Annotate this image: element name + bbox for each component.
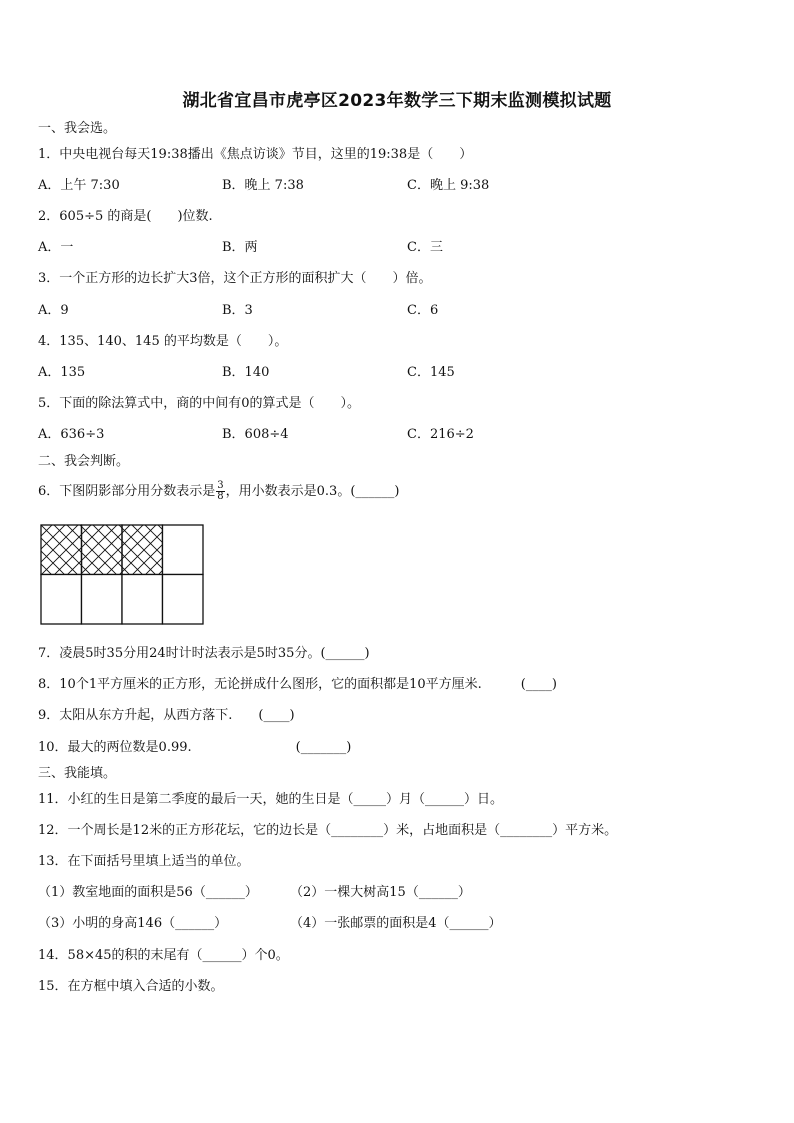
grid-cell-shaded [41,525,82,575]
question-10-text: 10．最大的两位数是0.99. (_______) [38,740,352,755]
grid-cell [163,575,204,625]
question-4-option-b: B．140 [222,365,270,380]
question-1-option-a: A．上午 7:30 [38,178,120,193]
grid-cell [82,575,123,625]
question-1-text: 1．中央电视台每天19:38播出《焦点访谈》节目，这里的19:38是（ ） [38,147,473,162]
question-2-option-a: A．一 [38,240,74,255]
question-13-part-1: （1）教室地面的面积是56（______） [38,885,258,900]
question-4-text: 4．135、140、145 的平均数是（ ）。 [38,334,288,349]
question-5-text: 5．下面的除法算式中，商的中间有0的算式是（ ）。 [38,396,361,411]
question-3-option-b: B．3 [222,303,253,318]
question-3-option-a: A．9 [38,303,69,318]
question-1-option-b: B．晚上 7:38 [222,178,304,193]
fraction [216,481,224,502]
question-5-option-a: A．636÷3 [38,427,105,442]
grid-cell [163,525,204,575]
grid-cell-shaded [122,525,163,575]
question-13-part-3: （3）小明的身高146（______） [38,916,228,931]
page-title: 湖北省宜昌市虎亭区2023年数学三下期末监测模拟试题 [182,91,612,111]
question-8-text: 8．10个1平方厘米的正方形，无论拼成什么图形，它的面积都是10平方厘米. (____) [38,677,557,692]
question-6-text [38,480,399,504]
fraction-denominator: 8 [217,491,224,502]
question-6-before: 6．下图阴影部分用分数表示是 [38,484,216,499]
question-2-option-b: B．两 [222,240,258,255]
section-heading-1: 一、我会选。 [38,121,117,136]
question-13-part-4: （4）一张邮票的面积是4（______） [290,916,502,931]
question-3-option-c: C．6 [407,303,439,318]
question-11-text: 11．小红的生日是第二季度的最后一天，她的生日是（_____）月（______）日。 [38,792,504,807]
section-heading-2: 二、我会判断。 [38,454,130,469]
fraction-numerator: 3 [217,480,224,491]
question-12-text: 12．一个周长是12米的正方形花坛，它的边长是（________）米，占地面积是（________）平方米。 [38,823,618,838]
question-7-text: 7．凌晨5时35分用24时计时法表示是5时35分。(______) [38,646,370,661]
question-15-text: 15．在方框中填入合适的小数。 [38,979,224,994]
question-4-option-c: C．145 [407,365,455,380]
question-3-text: 3．一个正方形的边长扩大3倍，这个正方形的面积扩大（ ）倍。 [38,271,432,286]
question-14-text: 14．58×45的积的末尾有（______）个0。 [38,948,289,963]
question-2-text: 2．605÷5 的商是( )位数. [38,209,213,224]
grid-cell [122,575,163,625]
question-4-option-a: A．135 [38,365,86,380]
question-5-option-c: C．216÷2 [407,427,474,442]
section-heading-3: 三、我能填。 [38,766,117,781]
question-1-option-c: C．晚上 9:38 [407,178,490,193]
grid-cell [41,575,82,625]
question-13-text: 13．在下面括号里填上适当的单位。 [38,854,250,869]
question-2-option-c: C．三 [407,240,443,255]
question-9-text: 9．太阳从东方升起，从西方落下. (____) [38,708,295,723]
question-5-option-b: B．608÷4 [222,427,289,442]
question-6-after: ，用小数表示是0.3。(______) [225,484,400,499]
grid-cell-shaded [82,525,123,575]
question-13-part-2: （2）一棵大树高15（______） [290,885,471,900]
shaded-grid-figure [40,524,206,626]
